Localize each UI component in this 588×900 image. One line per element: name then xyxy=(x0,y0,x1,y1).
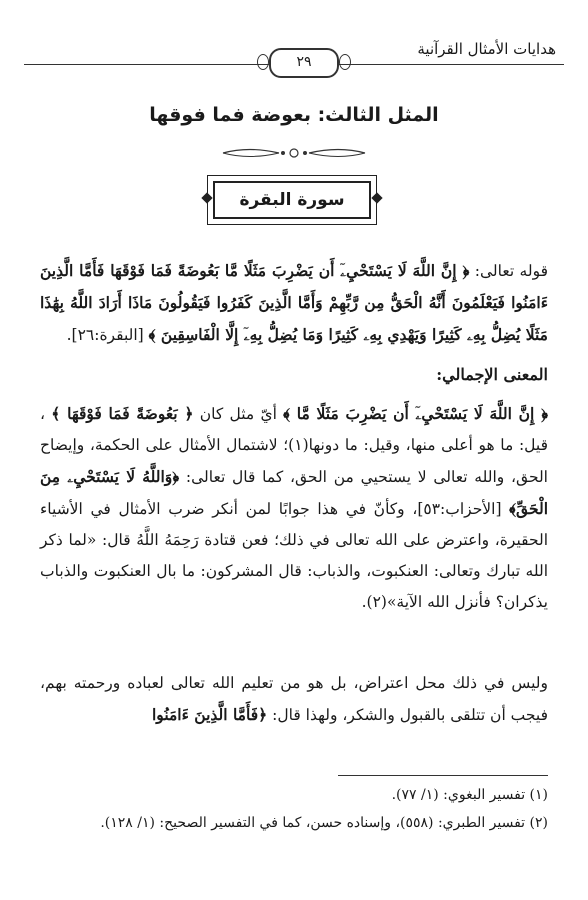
subheading-general-meaning: المعنى الإجمالي: xyxy=(436,365,548,384)
header-title: هدايات الأمثال القرآنية xyxy=(417,40,556,58)
quran-verse-fragment-1: ﴿ إِنَّ اللَّهَ لَا يَسْتَحْيِۦٓ أَن يَضْرِبَ مَثَلًا مَّا ﴾ xyxy=(283,404,548,423)
surah-frame xyxy=(207,175,377,225)
text-run: وليس في ذلك محل اعتراض، بل هو من تعليم الله تعالى لعباده ورحمته بهم، فيجب أن تتلقى بالقبول والشكر، ولهذا قال: xyxy=(40,674,548,724)
footnote-2: (٢) تفسير الطبري: (٥٥٨)، وإسناده حسن، كما في التفسير الصحيح: (١/ ١٢٨). xyxy=(100,815,548,831)
quran-verse-fragment-2: ﴿ بَعُوضَةً فَمَا فَوْقَهَا ﴾ xyxy=(51,404,194,423)
quran-verse-fragment-4: ﴿فَأَمَّا الَّذِينَ ءَامَنُوا xyxy=(152,705,268,724)
quran-verse-fragment-3: ﴿وَاللَّهُ لَا يَسْتَحْيِۦ مِنَ الْحَقِّ﴾ xyxy=(40,467,548,518)
decorative-ornament-icon xyxy=(0,144,588,166)
paragraph-explanation xyxy=(40,398,548,618)
paragraph-conclusion xyxy=(40,668,548,731)
paragraph-verse xyxy=(40,255,548,351)
quran-verse: ﴿ إِنَّ اللَّهَ لَا يَسْتَحْيِۦٓ أَن يَضْرِبَ مَثَلًا مَّا بَعُوضَةً فَمَا فَوْقَهَا فَأَمَّا الَّذِينَ ءَامَنُوا فَيَعْلَمُونَ أَنَّهُ الْحَقُّ مِن رَّبِّهِمْ وَأَمَّا الَّذِينَ كَفَرُوا فَيَقُولُونَ مَاذَا أَرَادَ اللَّهُ بِهَٰذَا مَثَلًا يُضِلُّ بِهِۦ كَثِيرًا وَيَهْدِي بِهِۦ كَثِيرًا وَمَا يُضِلُّ بِهِۦٓ إِلَّا الْفَاسِقِينَ ﴾ xyxy=(40,261,548,344)
surah-name: سورة البقرة xyxy=(213,181,371,219)
footnote-separator xyxy=(338,775,548,776)
verse-intro: قوله تعالى: xyxy=(469,262,549,280)
footnote-1: (١) تفسير البغوي: (١/ ٧٧). xyxy=(391,787,548,803)
text-run: ، قيل: ما هو أعلى منها، وقيل: ما دونها(١)؛ لاشتمال الأمثال على الحكمة، وإيضاح الحق، والله تعالى لا يستحيي من الحق، كما قال تعالى: xyxy=(40,405,548,486)
page-number-badge: ٢٩ xyxy=(269,48,339,78)
ornament-svg xyxy=(219,144,369,162)
text-run: [الأحزاب:٥٣]، وكأنّ في هذا جوابًا لمن أنكر ضرب الأمثال في الأشياء الحقيرة، واعترض على الله تعالى في ذلك؛ فعن قتادة رَحِمَهُ اللَّهُ قال: «لما ذكر الله تبارك وتعالى: العنكبوت، والذباب: قال المشركون: ما بال العنكبوت والذباب يذكران؟ فأنزل الله الآية»(٢). xyxy=(40,500,548,611)
running-header xyxy=(24,38,564,74)
text-run: أيّ مثل كان xyxy=(193,405,277,423)
section-title: المثل الثالث: بعوضة فما فوقها xyxy=(149,104,439,126)
verse-reference: [البقرة:٢٦]. xyxy=(66,326,144,344)
